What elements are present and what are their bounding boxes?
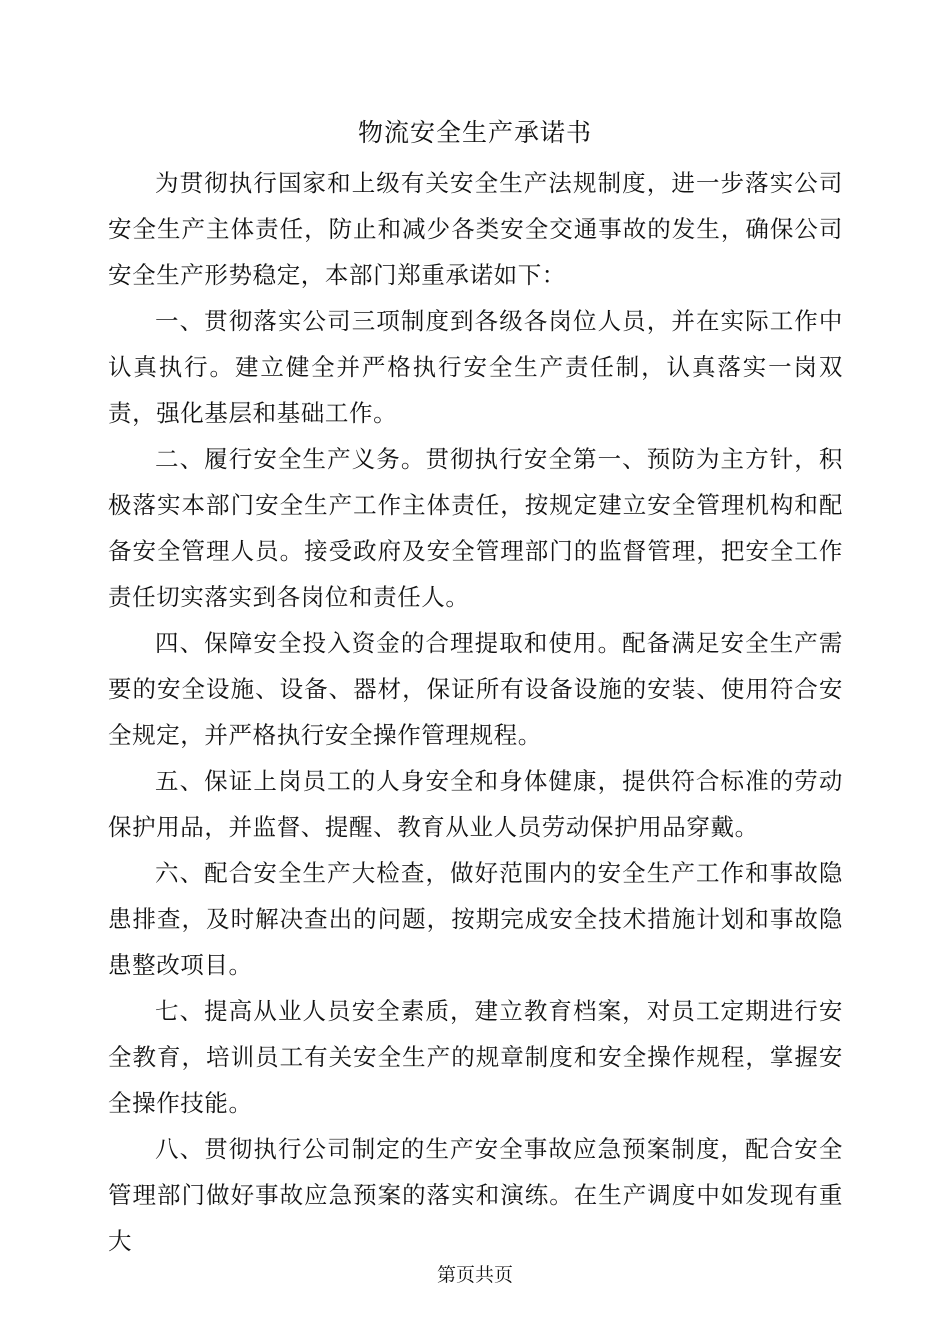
paragraph-item-5: 五、保证上岗员工的人身安全和身体健康，提供符合标准的劳动保护用品，并监督、提醒、教育从业人员劳动保护用品穿戴。 — [108, 767, 843, 841]
document-body — [108, 160, 843, 1264]
document-title: 物流安全生产承诺书 — [357, 118, 592, 147]
paragraph-item-2: 二、履行安全生产义务。贯彻执行安全第一、预防为主方针，积极落实本部门安全生产工作主体责任，按规定建立安全管理机构和配备安全管理人员。接受政府及安全管理部门的监督管理，把安全工作责任切实落实到各岗位和责任人。 — [108, 445, 843, 611]
paragraph-intro: 为贯彻执行国家和上级有关安全生产法规制度，进一步落实公司安全生产主体责任，防止和减少各类安全交通事故的发生，确保公司安全生产形势稳定，本部门郑重承诺如下： — [108, 169, 843, 289]
paragraph-item-7: 七、提高从业人员安全素质，建立教育档案，对员工定期进行安全教育，培训员工有关安全生产的规章制度和安全操作规程，掌握安全操作技能。 — [108, 997, 843, 1117]
page-footer: 第页共页 — [436, 1264, 513, 1286]
paragraph-item-4: 四、保障安全投入资金的合理提取和使用。配备满足安全生产需要的安全设施、设备、器材，保证所有设备设施的安装、使用符合安全规定，并严格执行安全操作管理规程。 — [108, 629, 843, 749]
paragraph-item-1: 一、贯彻落实公司三项制度到各级各岗位人员，并在实际工作中认真执行。建立健全并严格执行安全生产责任制，认真落实一岗双责，强化基层和基础工作。 — [108, 307, 843, 427]
paragraph-item-8: 八、贯彻执行公司制定的生产安全事故应急预案制度，配合安全管理部门做好事故应急预案的落实和演练。在生产调度中如发现有重大 — [108, 1135, 843, 1255]
paragraph-item-6: 六、配合安全生产大检查，做好范围内的安全生产工作和事故隐患排查，及时解决查出的问题，按期完成安全技术措施计划和事故隐患整改项目。 — [108, 859, 843, 979]
